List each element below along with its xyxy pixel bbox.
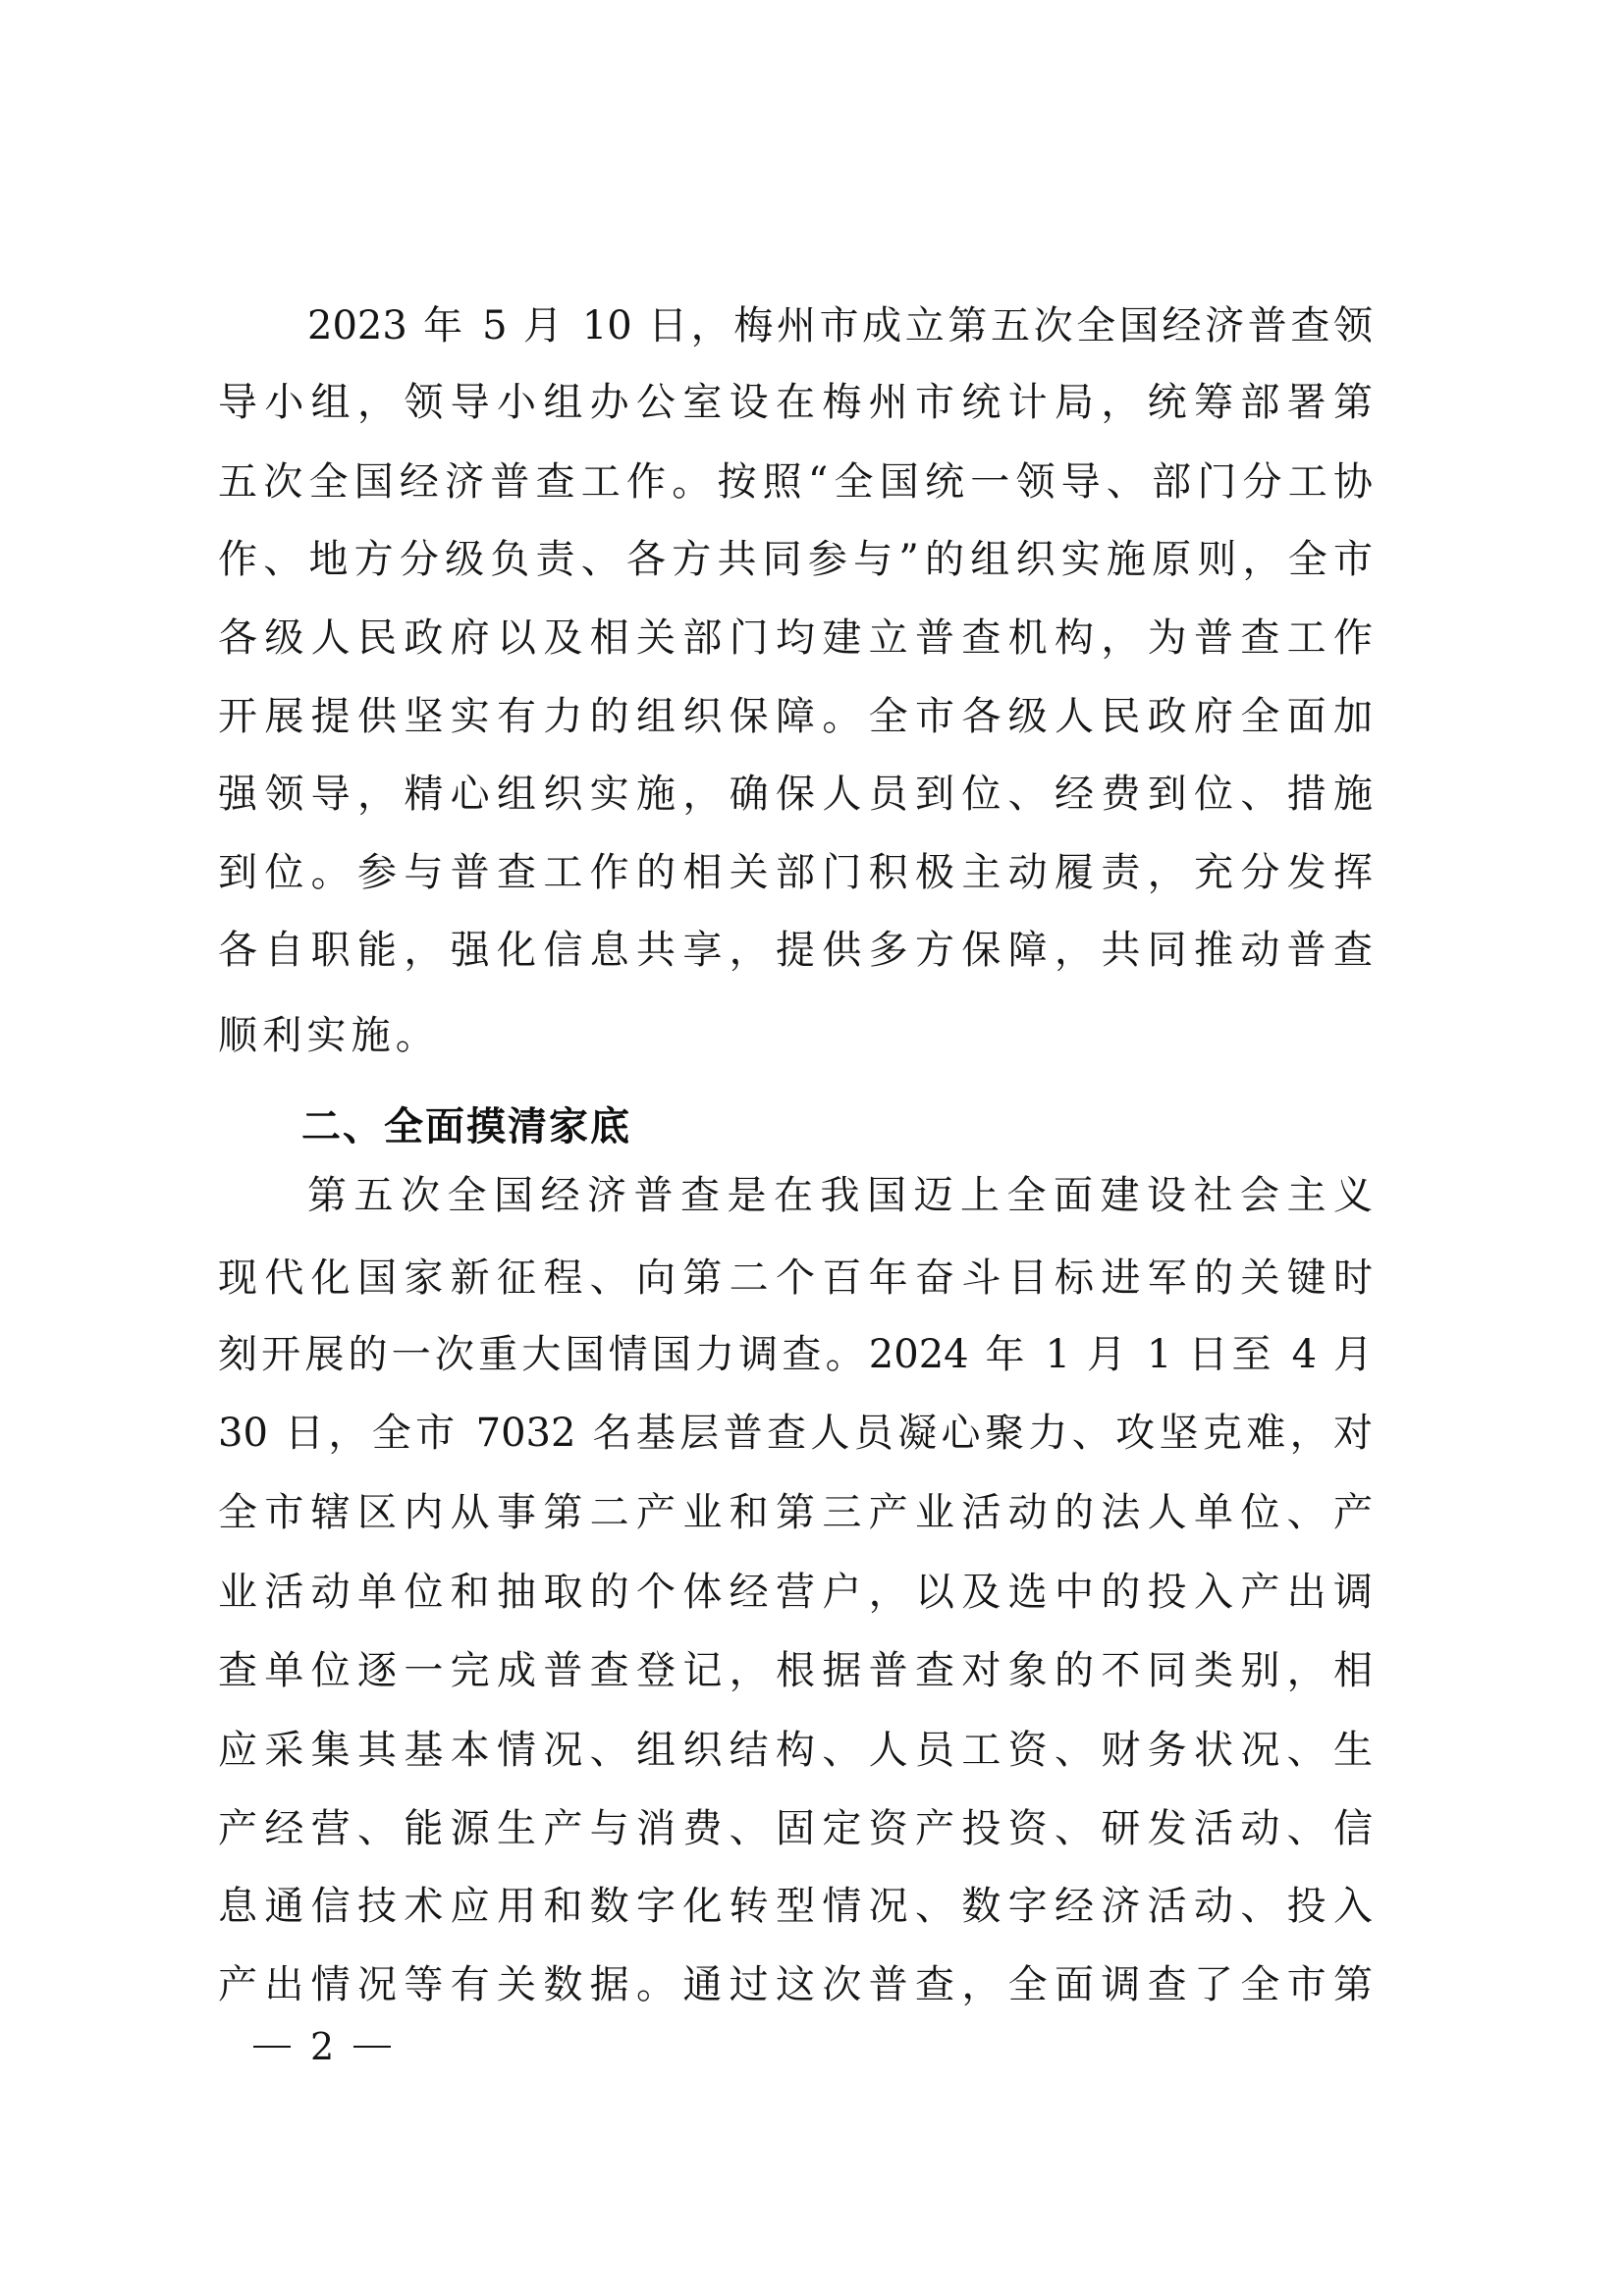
page-number: 2 — [310, 2025, 335, 2068]
paragraph-1-line-6: 开展提供坚实有力的组织保障。全市各级人民政府全面加 — [218, 694, 1373, 739]
paragraph-1-line-1: 2023 年 5 月 10 日，梅州市成立第五次全国经济普查领 — [307, 303, 1373, 348]
paragraph-2-line-10: 息通信技术应用和数字化转型情况、数字经济活动、投入 — [218, 1884, 1373, 1929]
dash-right — [353, 2046, 391, 2048]
paragraph-2-line-3: 刻开展的一次重大国情国力调查。2024 年 1 月 1 日至 4 月 — [218, 1332, 1373, 1377]
paragraph-1-line-4: 作、地方分级负责、各方共同参与”的组织实施原则，全市 — [218, 537, 1373, 582]
paragraph-1-line-7: 强领导，精心组织实施，确保人员到位、经费到位、措施 — [218, 772, 1373, 817]
paragraph-2-line-5: 全市辖区内从事第二产业和第三产业活动的法人单位、产 — [218, 1490, 1373, 1535]
dash-left — [253, 2046, 291, 2048]
paragraph-2-line-11: 产出情况等有关数据。通过这次普查，全面调查了全市第 — [218, 1962, 1373, 2007]
paragraph-1-line-5: 各级人民政府以及相关部门均建立普查机构，为普查工作 — [218, 615, 1373, 661]
paragraph-1-line-8: 到位。参与普查工作的相关部门积极主动履责，充分发挥 — [218, 850, 1373, 895]
page-number-footer — [253, 2022, 391, 2071]
paragraph-2-line-7: 查单位逐一完成普查登记，根据普查对象的不同类别，相 — [218, 1648, 1373, 1693]
paragraph-2-line-8: 应采集其基本情况、组织结构、人员工资、财务状况、生 — [218, 1728, 1373, 1773]
paragraph-2-line-9: 产经营、能源生产与消费、固定资产投资、研发活动、信 — [218, 1806, 1373, 1851]
paragraph-2-line-1: 第五次全国经济普查是在我国迈上全面建设社会主义 — [307, 1173, 1373, 1218]
paragraph-2-line-4: 30 日，全市 7032 名基层普查人员凝心聚力、攻坚克难，对 — [218, 1411, 1373, 1456]
paragraph-1-line-9: 各自职能，强化信息共享，提供多方保障，共同推动普查 — [218, 928, 1373, 973]
paragraph-2-line-6: 业活动单位和抽取的个体经营户，以及选中的投入产出调 — [218, 1570, 1373, 1615]
paragraph-1-line-3: 五次全国经济普查工作。按照“全国统一领导、部门分工协 — [218, 459, 1373, 505]
paragraph-2-line-2: 现代化国家新征程、向第二个百年奋斗目标进军的关键时 — [218, 1255, 1373, 1301]
section-heading: 二、全面摸清家底 — [301, 1104, 631, 1149]
paragraph-1-line-2: 导小组，领导小组办公室设在梅州市统计局，统筹部署第 — [218, 380, 1373, 425]
paragraph-1-line-10: 顺利实施。 — [218, 1013, 440, 1058]
